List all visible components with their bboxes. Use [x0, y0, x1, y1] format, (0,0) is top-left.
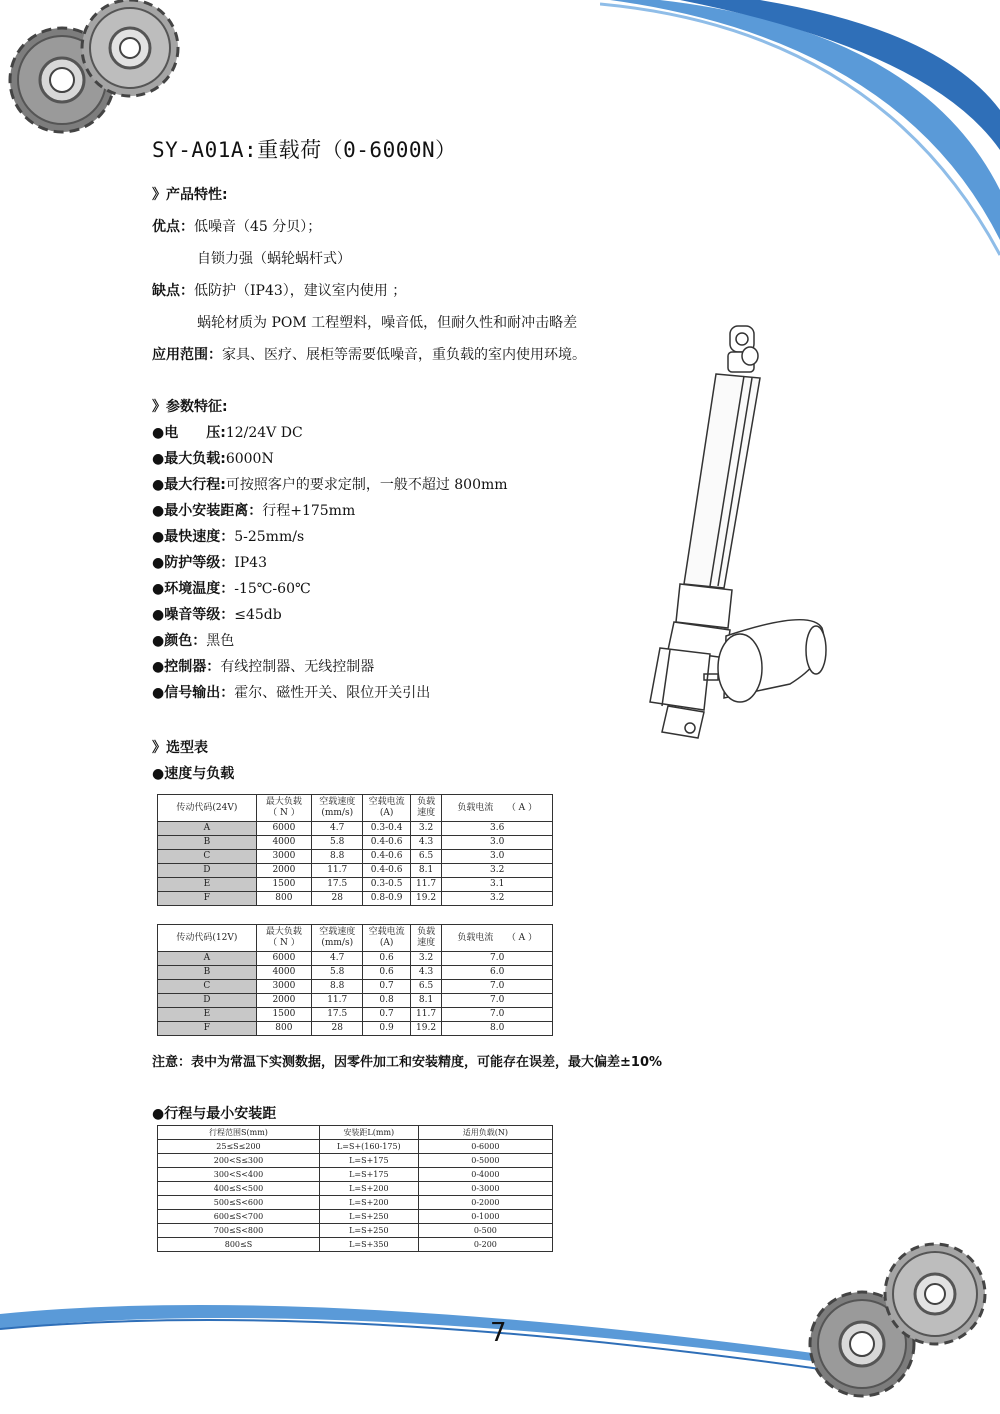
table-header-cell: 最大负载 （ N ） — [256, 925, 311, 952]
table-header-cell: 安装距L(mm) — [319, 1126, 418, 1140]
table-cell: 7.0 — [442, 1008, 553, 1022]
table-cell: L=S+200 — [319, 1196, 418, 1210]
table-cell: 3000 — [256, 980, 311, 994]
param-value: 6000N — [225, 451, 274, 467]
table-cell: 8.8 — [312, 850, 363, 864]
table-row — [158, 1022, 553, 1036]
table-cell: 600≤S<700 — [158, 1210, 320, 1224]
table-cell: 0.6 — [363, 952, 410, 966]
table-header-cell: 适用负载(N) — [418, 1126, 552, 1140]
table-cell: 3.1 — [442, 878, 553, 892]
table-cell: 0-2000 — [418, 1196, 552, 1210]
param-label: ●最大行程: — [152, 477, 226, 493]
table-cell: 0.7 — [363, 980, 410, 994]
param-label: ●最小安装距离： — [152, 503, 263, 519]
param-value: 黑色 — [206, 633, 235, 649]
table-cell: L=S+250 — [319, 1224, 418, 1238]
param-label: ●控制器： — [152, 659, 221, 675]
param-label: ●颜色： — [152, 633, 207, 649]
table-cell: 1500 — [256, 1008, 311, 1022]
table-header-row — [158, 925, 553, 952]
table-cell: 0.8 — [363, 994, 410, 1008]
param-value: 可按照客户的要求定制，一般不超过 800mm — [225, 477, 508, 493]
table-row — [158, 1154, 553, 1168]
table-header-cell: 行程范围S(mm) — [158, 1126, 320, 1140]
param-value: 5-25mm/s — [234, 529, 305, 545]
table-row — [158, 1182, 553, 1196]
table-cell: 200<S≤300 — [158, 1154, 320, 1168]
table-cell: 4.7 — [312, 952, 363, 966]
table-row — [158, 1008, 553, 1022]
blue-swoosh-top-right — [600, 0, 1000, 260]
gear-icon — [800, 1234, 1000, 1414]
table-cell: 11.7 — [312, 994, 363, 1008]
param-item — [152, 526, 304, 546]
param-value: 12/24V DC — [225, 425, 303, 441]
table-row — [158, 864, 553, 878]
table-cell: 3.6 — [442, 822, 553, 836]
table-cell: L=S+(160-175) — [319, 1140, 418, 1154]
table-cell: 0-1000 — [418, 1210, 552, 1224]
speed-load-table-24v — [157, 794, 553, 906]
cons-line — [152, 280, 406, 300]
table-cell: 28 — [312, 892, 363, 906]
table-header-cell: 传动代码(12V) — [158, 925, 257, 952]
param-item — [152, 630, 234, 650]
table-cell: 6.5 — [410, 850, 442, 864]
param-item — [152, 422, 303, 442]
param-value: IP43 — [234, 555, 267, 571]
param-value: -15℃-60℃ — [234, 581, 311, 597]
table-header-cell: 空载速度 (mm/s) — [312, 925, 363, 952]
table-cell: 2000 — [256, 864, 311, 878]
table-cell: 7.0 — [442, 994, 553, 1008]
table-cell: B — [158, 836, 257, 850]
table-cell: 11.7 — [312, 864, 363, 878]
param-item — [152, 500, 355, 520]
table-cell: 0-3000 — [418, 1182, 552, 1196]
table-cell: 19.2 — [410, 892, 442, 906]
table-cell: 17.5 — [312, 878, 363, 892]
table-cell: 17.5 — [312, 1008, 363, 1022]
table-cell: 0.3-0.4 — [363, 822, 410, 836]
table-row — [158, 994, 553, 1008]
table-cell: 3.2 — [410, 822, 442, 836]
table-row — [158, 1210, 553, 1224]
table-cell: 0.9 — [363, 1022, 410, 1036]
table-header-cell: 传动代码(24V) — [158, 795, 257, 822]
table-cell: 6.0 — [442, 966, 553, 980]
application-text: 家具、医疗、展柜等需要低噪音，重负载的室内使用环境。 — [222, 347, 586, 363]
table-cell: 3.2 — [442, 864, 553, 878]
table-cell: L=S+200 — [319, 1182, 418, 1196]
table-cell: 800 — [256, 892, 311, 906]
table-cell: 4000 — [256, 966, 311, 980]
table-header-cell: 空载速度 (mm/s) — [312, 795, 363, 822]
page-title: SY-A01A:重载荷（0-6000N） — [152, 138, 457, 162]
table-row — [158, 1140, 553, 1154]
table-cell: 8.1 — [410, 864, 442, 878]
table-header-cell: 负载 速度 — [410, 795, 442, 822]
pros-label: 优点： — [152, 219, 194, 235]
param-item — [152, 656, 374, 676]
table-header-cell: 空载电流 (A) — [363, 795, 410, 822]
param-item — [152, 682, 430, 702]
table-cell: 3.0 — [442, 836, 553, 850]
table-cell: 3.0 — [442, 850, 553, 864]
table-row — [158, 850, 553, 864]
param-item — [152, 474, 508, 494]
table-cell: 800≤S — [158, 1238, 320, 1252]
table-cell: 1500 — [256, 878, 311, 892]
pros-item: 低噪音（45 分贝）； — [194, 219, 322, 235]
speed-load-subheading: ●速度与负载 — [152, 766, 235, 782]
table-cell: 8.0 — [442, 1022, 553, 1036]
table-cell: 11.7 — [410, 878, 442, 892]
table-cell: C — [158, 850, 257, 864]
table-cell: 6000 — [256, 952, 311, 966]
table-cell: 4000 — [256, 836, 311, 850]
table-cell: 5.8 — [312, 836, 363, 850]
table-cell: 4.3 — [410, 836, 442, 850]
table-cell: C — [158, 980, 257, 994]
table-cell: 8.1 — [410, 994, 442, 1008]
table-cell: 0-5000 — [418, 1154, 552, 1168]
table-header-cell: 负载 速度 — [410, 925, 442, 952]
table-row — [158, 892, 553, 906]
param-value: ≤45db — [234, 607, 282, 623]
table-cell: 4.7 — [312, 822, 363, 836]
table-cell: 0-4000 — [418, 1168, 552, 1182]
table-cell: 0.4-0.6 — [363, 864, 410, 878]
table-cell: 6.5 — [410, 980, 442, 994]
application-line — [152, 344, 586, 364]
table-row — [158, 836, 553, 850]
table-row — [158, 1168, 553, 1182]
table-header-cell: 负载电流 （ A ） — [442, 795, 553, 822]
pros-item: 自锁力强（蜗轮蜗杆式） — [197, 251, 351, 267]
table-row — [158, 1224, 553, 1238]
table-header-cell: 最大负载 （ N ） — [256, 795, 311, 822]
param-label: ●最大负载: — [152, 451, 226, 467]
table-cell: 28 — [312, 1022, 363, 1036]
pros-line — [152, 216, 321, 236]
table-row — [158, 980, 553, 994]
linear-actuator-image — [640, 318, 840, 748]
param-item — [152, 552, 267, 572]
params-heading: 》参数特征: — [152, 399, 228, 415]
table-cell: L=S+175 — [319, 1154, 418, 1168]
table-cell: 6000 — [256, 822, 311, 836]
param-value: 行程+175mm — [262, 503, 356, 519]
table-cell: D — [158, 864, 257, 878]
table-cell: F — [158, 892, 257, 906]
param-label: ●环境温度： — [152, 581, 235, 597]
param-label: ●噪音等级： — [152, 607, 235, 623]
param-label: ●最快速度： — [152, 529, 235, 545]
table-cell: 19.2 — [410, 1022, 442, 1036]
table-cell: 3.2 — [442, 892, 553, 906]
param-label: ●电 压: — [152, 425, 226, 441]
cons-item: 蜗轮材质为 POM 工程塑料，噪音低，但耐久性和耐冲击略差 — [197, 315, 578, 331]
table-cell: E — [158, 1008, 257, 1022]
application-label: 应用范围： — [152, 347, 222, 363]
table-cell: 25≤S≤200 — [158, 1140, 320, 1154]
features-heading: 》产品特性: — [152, 187, 228, 203]
stroke-subheading: ●行程与最小安装距 — [152, 1106, 277, 1122]
table-cell: 0.7 — [363, 1008, 410, 1022]
table-cell: 0.3-0.5 — [363, 878, 410, 892]
table-cell: 4.3 — [410, 966, 442, 980]
table-cell: 500≤S<600 — [158, 1196, 320, 1210]
table-cell: L=S+250 — [319, 1210, 418, 1224]
table-cell: 0-500 — [418, 1224, 552, 1238]
table-header-cell: 空载电流 (A) — [363, 925, 410, 952]
param-label: ●信号输出： — [152, 685, 235, 701]
table-cell: 400≤S<500 — [158, 1182, 320, 1196]
param-label: ●防护等级： — [152, 555, 235, 571]
table-cell: 5.8 — [312, 966, 363, 980]
table-cell: 0.4-0.6 — [363, 850, 410, 864]
table-row — [158, 1238, 553, 1252]
table-header-cell: 负载电流 （ A ） — [442, 925, 553, 952]
table-cell: D — [158, 994, 257, 1008]
table-cell: A — [158, 952, 257, 966]
param-item — [152, 448, 274, 468]
table-cell: 8.8 — [312, 980, 363, 994]
table-cell: 11.7 — [410, 1008, 442, 1022]
table-cell: 0.4-0.6 — [363, 836, 410, 850]
selection-heading: 》选型表 — [152, 740, 208, 756]
table-row — [158, 822, 553, 836]
cons-label: 缺点： — [152, 283, 194, 299]
cons-item: 低防护（IP43），建议室内使用 ； — [194, 283, 407, 299]
table-cell: 300<S<400 — [158, 1168, 320, 1182]
note-text: 注意：表中为常温下实测数据，因零件加工和安装精度，可能存在误差，最大偏差±10% — [152, 1055, 663, 1070]
stroke-install-table — [157, 1125, 553, 1252]
table-row — [158, 1196, 553, 1210]
table-cell: L=S+175 — [319, 1168, 418, 1182]
table-cell: A — [158, 822, 257, 836]
table-cell: 3.2 — [410, 952, 442, 966]
table-cell: F — [158, 1022, 257, 1036]
table-row — [158, 952, 553, 966]
speed-load-table-12v — [157, 924, 553, 1036]
table-cell: 7.0 — [442, 952, 553, 966]
param-item — [152, 604, 282, 624]
table-row — [158, 878, 553, 892]
table-cell: 700≤S<800 — [158, 1224, 320, 1238]
table-cell: 3000 — [256, 850, 311, 864]
table-row — [158, 966, 553, 980]
param-item — [152, 578, 311, 598]
table-cell: 0-200 — [418, 1238, 552, 1252]
table-cell: 2000 — [256, 994, 311, 1008]
page-number: 7 — [490, 1318, 507, 1348]
table-cell: E — [158, 878, 257, 892]
table-cell: B — [158, 966, 257, 980]
table-header-row — [158, 1126, 553, 1140]
table-cell: 0-6000 — [418, 1140, 552, 1154]
table-cell: 0.8-0.9 — [363, 892, 410, 906]
table-cell: 7.0 — [442, 980, 553, 994]
table-cell: 0.6 — [363, 966, 410, 980]
param-value: 有线控制器、无线控制器 — [220, 659, 375, 675]
table-cell: 800 — [256, 1022, 311, 1036]
table-cell: L=S+350 — [319, 1238, 418, 1252]
table-header-row — [158, 795, 553, 822]
param-value: 霍尔、磁性开关、限位开关引出 — [234, 685, 431, 701]
